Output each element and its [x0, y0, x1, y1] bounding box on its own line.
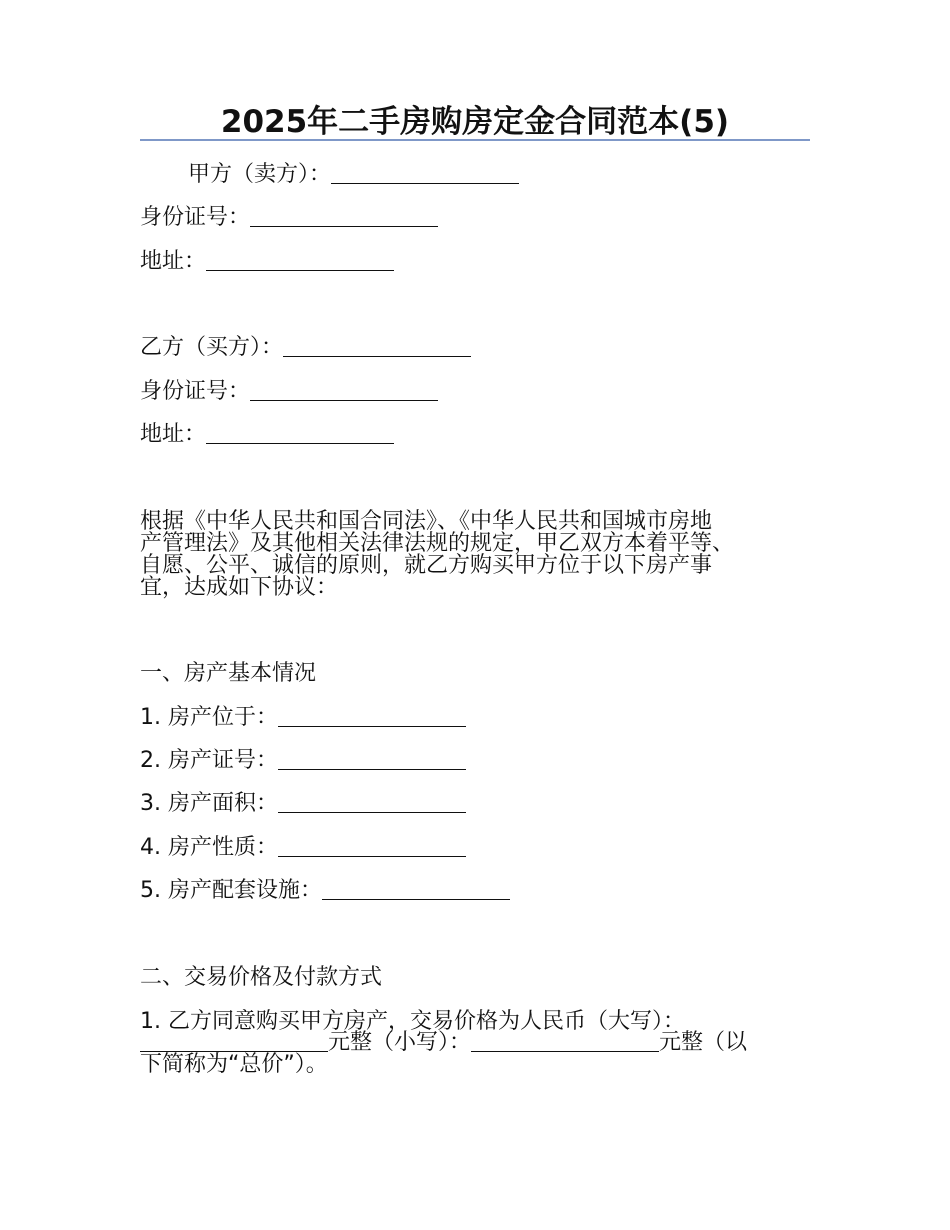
section2-item1-line3: 下简称为“总价”）。	[140, 1052, 328, 1077]
preamble-line: 产管理法》及其他相关法律法规的规定，甲乙双方本着平等、	[140, 531, 735, 556]
preamble-line: 根据《中华人民共和国合同法》、《中华人民共和国城市房地	[140, 509, 713, 534]
party-a-label: 甲方（卖方）：	[188, 162, 332, 187]
section1-item-label: 3. 房产面积：	[140, 791, 278, 816]
property-cert-blank	[278, 747, 466, 770]
section1-item-label: 4. 房产性质：	[140, 835, 278, 860]
party-a-address-line	[140, 247, 394, 277]
party-b-name-blank	[283, 334, 471, 357]
party-b-id-line	[140, 377, 438, 407]
party-a-address-label: 地址：	[140, 249, 207, 274]
section1-item	[140, 833, 466, 863]
party-b-label: 乙方（买方）：	[140, 335, 284, 360]
section1-item-label: 5. 房产配套设施：	[140, 878, 322, 903]
price-part-b: 元整（以	[659, 1030, 748, 1055]
document-title: 2025年二手房购房定金合同范本(5)	[220, 104, 730, 140]
price-part-a: 元整（小写）：	[328, 1030, 472, 1055]
section1-item	[140, 876, 510, 906]
property-nature-blank	[278, 834, 466, 857]
party-a-id-line	[140, 203, 438, 233]
party-b-address-line	[140, 420, 394, 450]
party-b-id-label: 身份证号：	[140, 379, 251, 404]
property-facilities-blank	[322, 877, 510, 900]
section1-item	[140, 789, 466, 819]
section1-item-label: 2. 房产证号：	[140, 748, 278, 773]
section1-item	[140, 746, 466, 776]
party-a-id-label: 身份证号：	[140, 205, 251, 230]
property-area-blank	[278, 790, 466, 813]
party-b-address-label: 地址：	[140, 422, 207, 447]
section1-item	[140, 703, 466, 733]
preamble-paragraph	[140, 511, 815, 599]
party-a-id-blank	[250, 204, 438, 227]
party-b-id-blank	[250, 378, 438, 401]
price-uppercase-blank	[140, 1029, 328, 1052]
preamble-line: 自愿、公平、诚信的原则，就乙方购买甲方位于以下房产事	[140, 553, 713, 578]
price-lowercase-blank	[471, 1029, 659, 1052]
party-a-name-blank	[331, 161, 519, 184]
party-b-address-blank	[206, 421, 394, 444]
section1-heading: 一、房产基本情况	[140, 661, 317, 686]
section2-item1-line1: 1. 乙方同意购买甲方房产，交易价格为人民币（大写）：	[140, 1009, 685, 1034]
preamble-line: 宜，达成如下协议：	[140, 575, 339, 600]
title-underline	[140, 139, 810, 141]
party-b-line	[140, 333, 471, 363]
property-location-blank	[278, 704, 466, 727]
section1-item-label: 1. 房产位于：	[140, 705, 278, 730]
section2-heading: 二、交易价格及付款方式	[140, 965, 383, 990]
party-a-address-blank	[206, 248, 394, 271]
party-a-line	[188, 160, 519, 190]
